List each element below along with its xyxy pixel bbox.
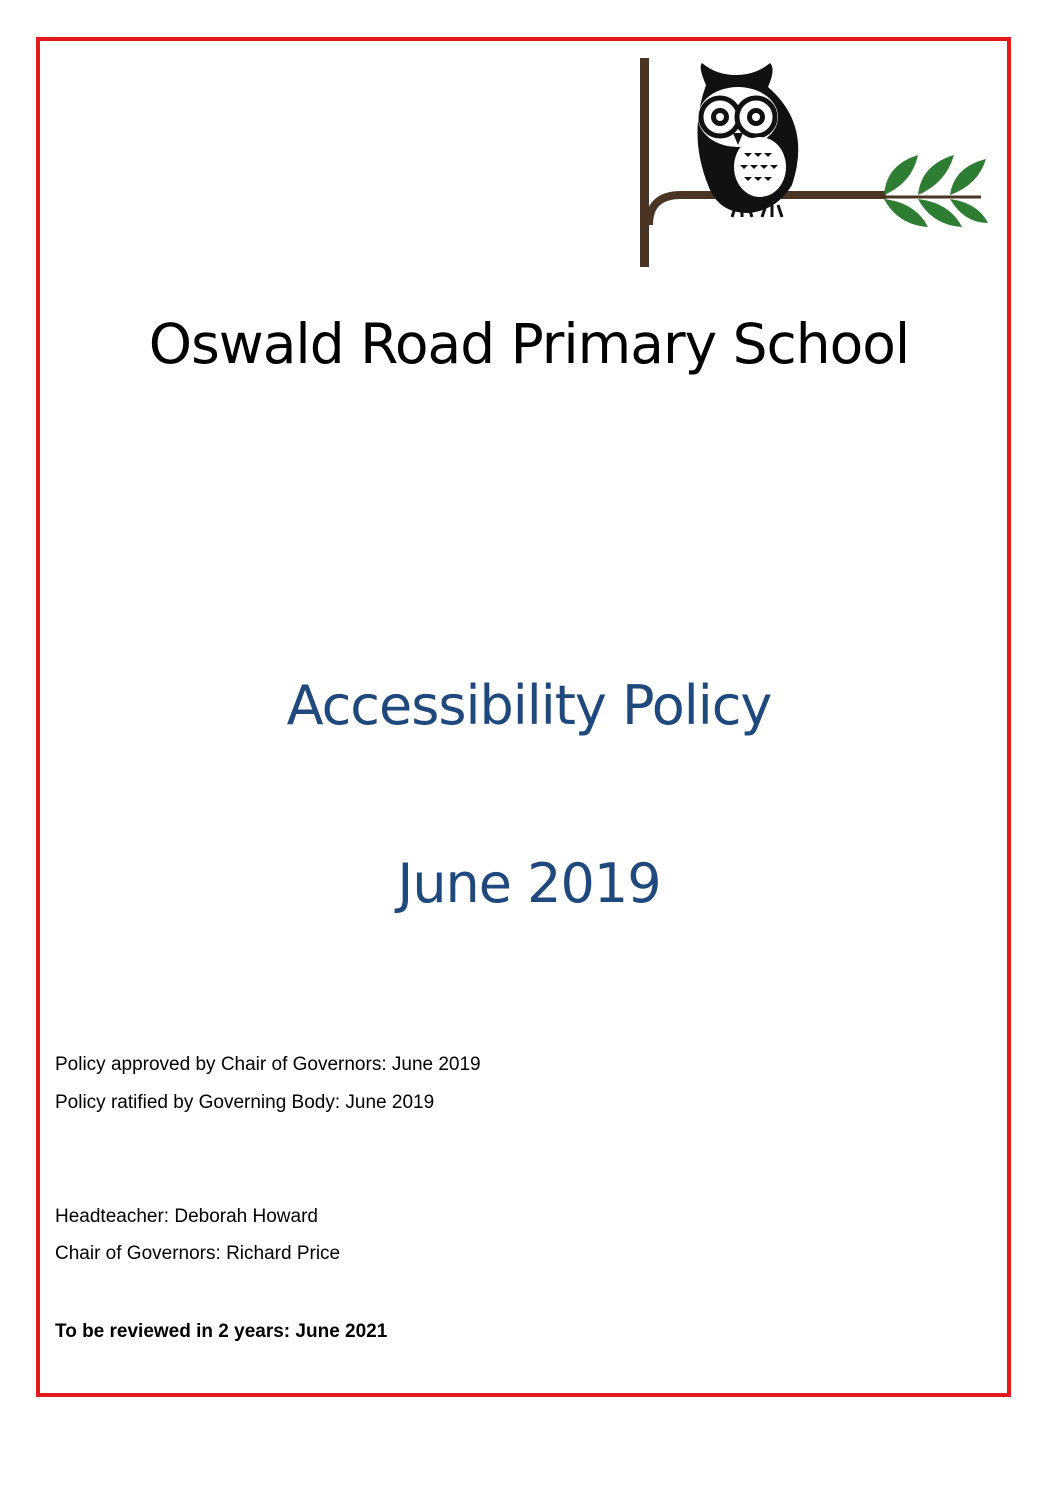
school-name: Oswald Road Primary School: [148, 312, 910, 376]
review-notice: To be reviewed in 2 years: June 2021: [55, 1321, 388, 1342]
policy-date: June 2019: [397, 852, 661, 915]
ratified-by-body-line: Policy ratified by Governing Body: June 2019: [55, 1092, 435, 1113]
approved-by-chair-line: Policy approved by Chair of Governors: June 2019: [55, 1054, 481, 1075]
policy-title: Accessibility Policy: [286, 674, 772, 737]
owl-on-branch-icon: [636, 55, 992, 270]
chair-of-governors-line: Chair of Governors: Richard Price: [55, 1243, 341, 1264]
headteacher-line: Headteacher: Deborah Howard: [55, 1206, 318, 1227]
